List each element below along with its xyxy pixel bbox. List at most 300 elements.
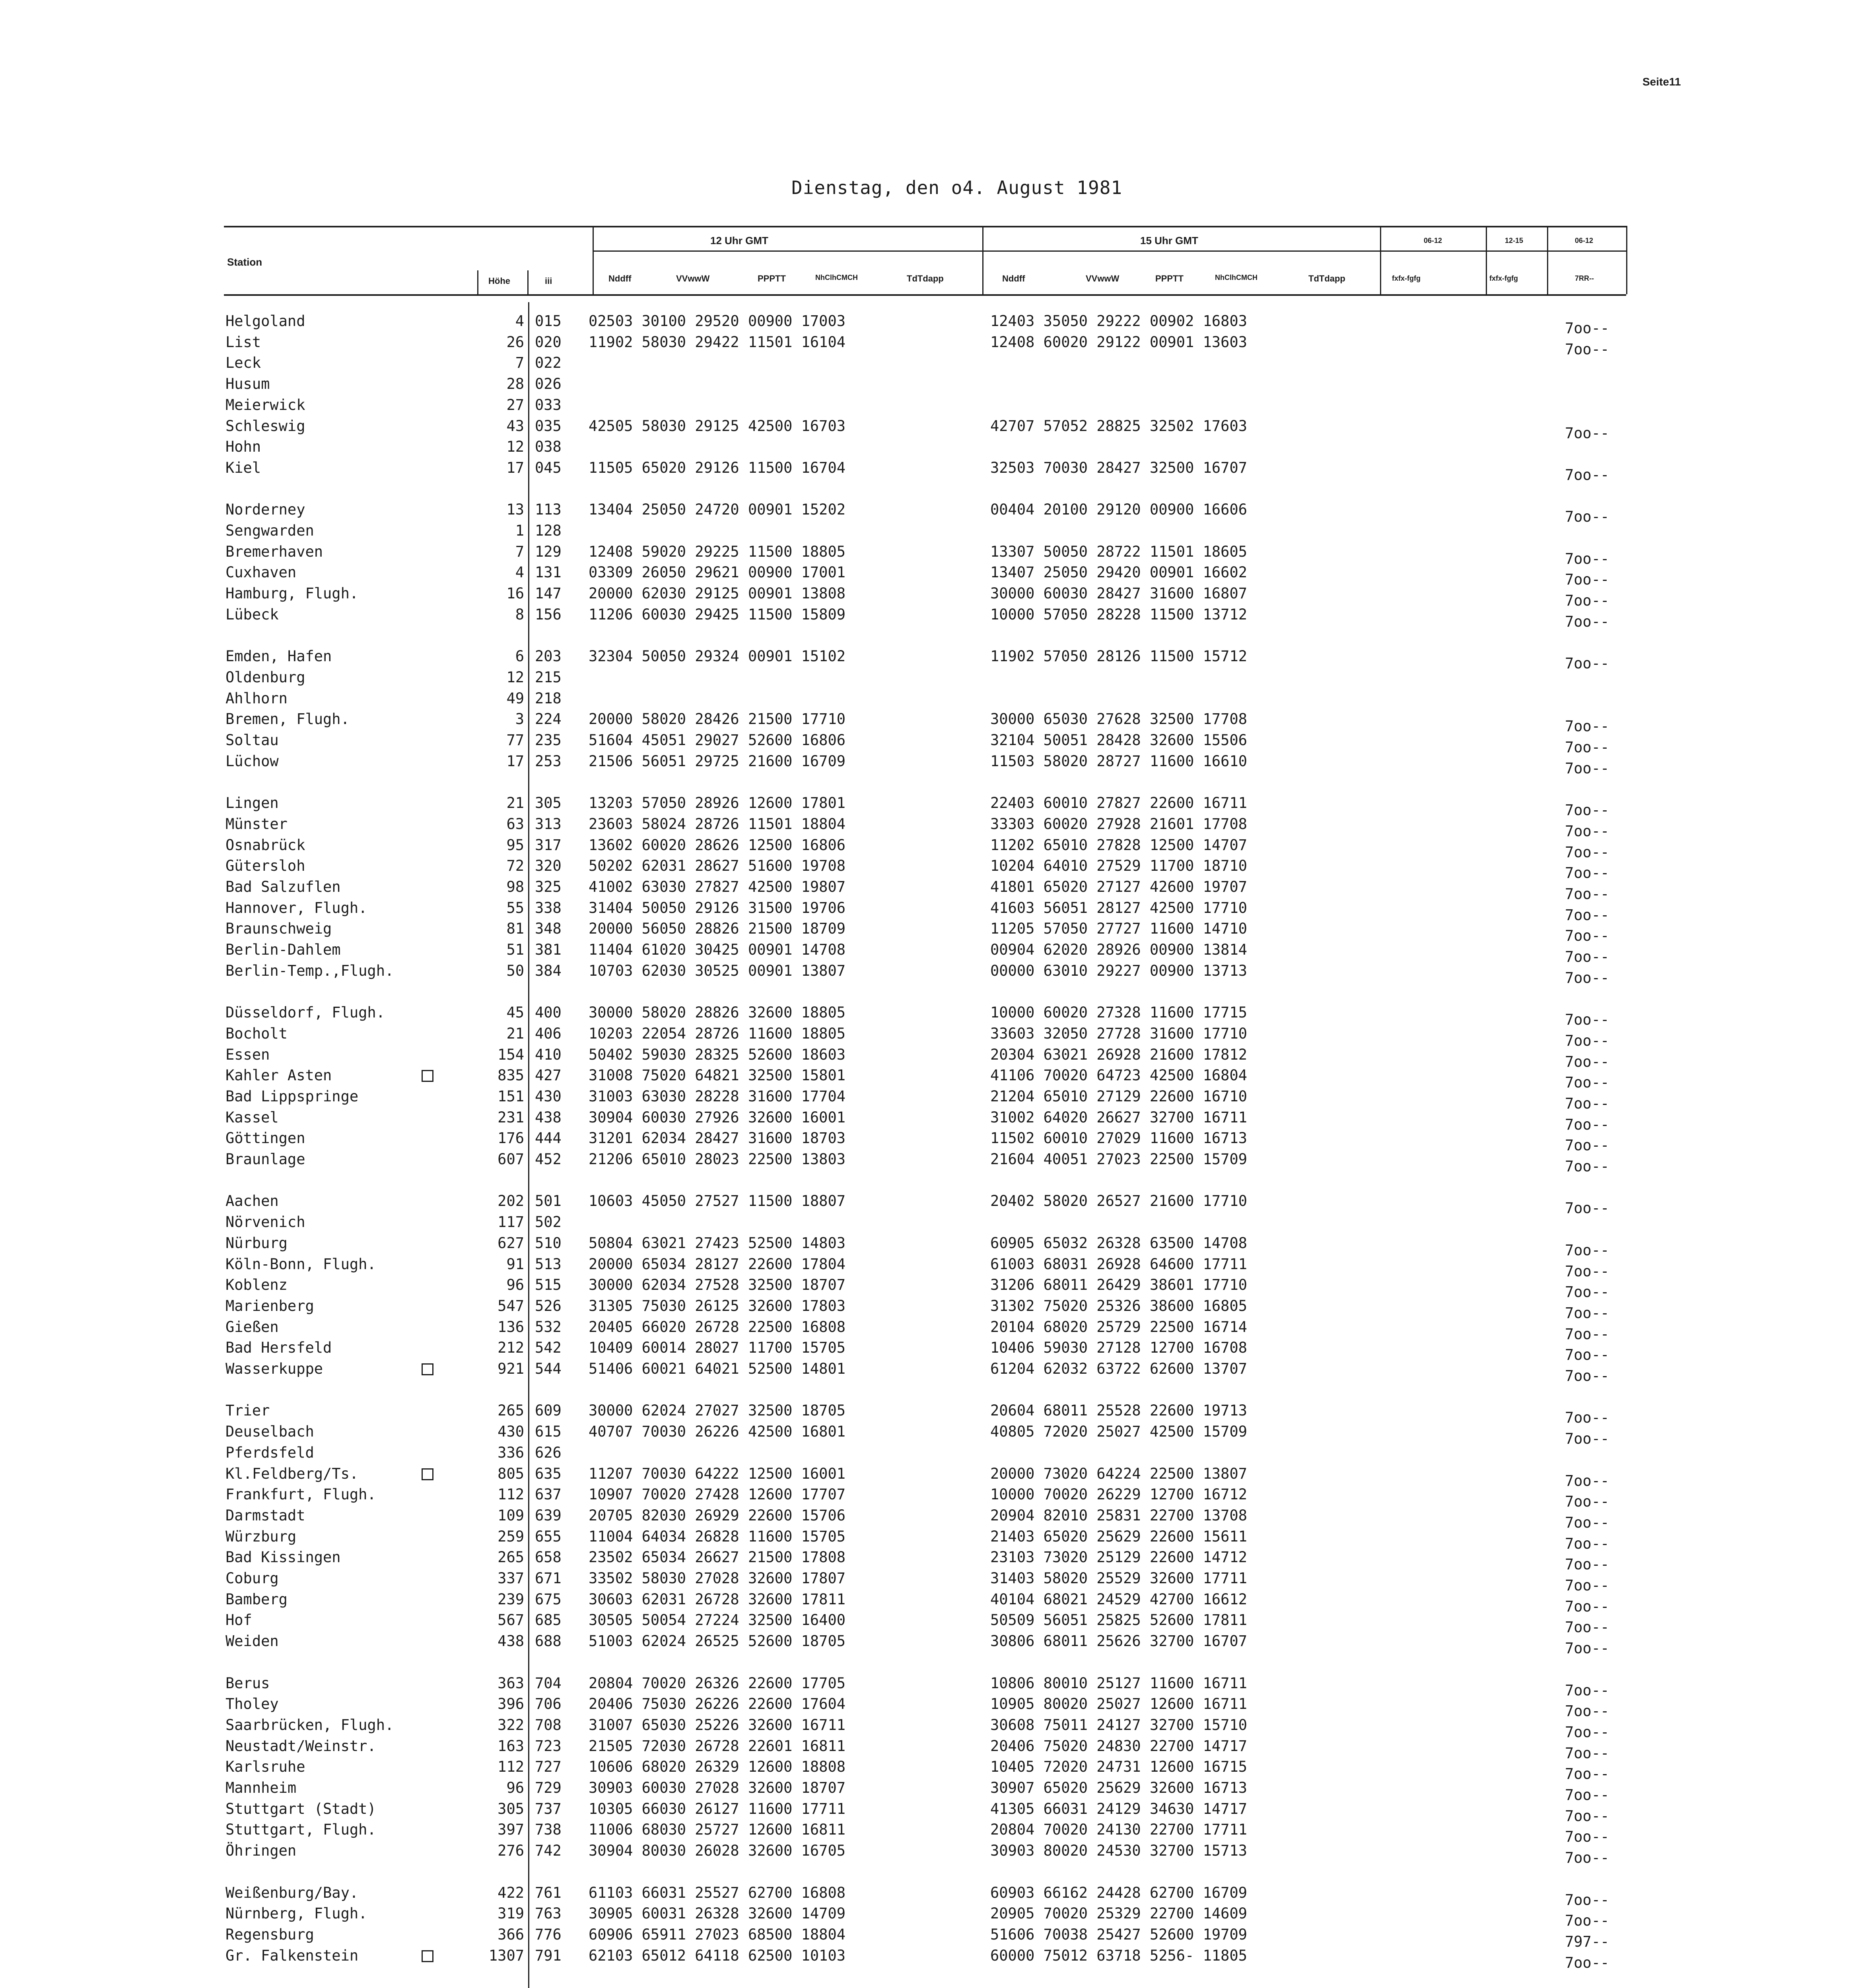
station-elevation: 202	[498, 1192, 524, 1210]
obs-12utc: 21506 56051 29725 21600 16709	[589, 752, 846, 770]
station-index: 129	[535, 543, 562, 560]
station-name: Husum	[225, 375, 270, 393]
station-name: Öhringen	[225, 1842, 297, 1860]
obs-12utc: 23603 58024 28726 11501 18804	[589, 815, 846, 833]
obs-15utc: 00000 63010 29227 00900 13713	[990, 962, 1248, 979]
station-elevation: 163	[498, 1737, 524, 1755]
station-elevation: 26	[506, 333, 524, 351]
precip-group: 7oo--	[1565, 1074, 1609, 1091]
obs-12utc: 11505 65020 29126 11500 16704	[589, 459, 846, 476]
obs-12utc: 30603 62031 26728 32600 17811	[589, 1590, 846, 1608]
obs-15utc: 60903 66162 24428 62700 16709	[990, 1884, 1248, 1901]
obs-12utc: 51406 60021 64021 52500 14801	[589, 1360, 846, 1377]
obs-12utc: 11207 70030 64222 12500 16001	[589, 1465, 846, 1482]
station-name: Weißenburg/Bay.	[225, 1884, 359, 1901]
precip-group: 7oo--	[1565, 1619, 1609, 1636]
station-elevation: 12	[506, 668, 524, 686]
station-name: Soltau	[225, 732, 279, 749]
obs-15utc: 00904 62020 28926 00900 13814	[990, 941, 1248, 958]
precip-group: 7oo--	[1565, 466, 1609, 483]
station-name: Gießen	[225, 1318, 279, 1336]
obs-12utc: 61103 66031 25527 62700 16808	[589, 1884, 846, 1901]
obs-15utc: 20304 63021 26928 21600 17812	[990, 1046, 1248, 1063]
obs-15utc: 10204 64010 27529 11700 18710	[990, 857, 1248, 875]
precip-group: 7oo--	[1565, 571, 1609, 588]
precip-group: 7oo--	[1565, 1262, 1609, 1280]
mountain-station-flag	[422, 1950, 433, 1962]
obs-12utc: 30905 60031 26328 32600 14709	[589, 1905, 846, 1922]
station-index: 615	[535, 1423, 562, 1441]
station-elevation: 337	[498, 1570, 524, 1587]
station-index: 791	[535, 1947, 562, 1964]
station-name: Saarbrücken, Flugh.	[225, 1716, 394, 1734]
station-elevation: 45	[506, 1004, 524, 1021]
obs-12utc: 33502 58030 27028 32600 17807	[589, 1570, 846, 1587]
station-elevation: 27	[506, 396, 524, 414]
precip-group: 7oo--	[1565, 1703, 1609, 1720]
obs-12utc: 30000 62034 27528 32500 18707	[589, 1276, 846, 1294]
obs-15utc: 20905 70020 25329 22700 14609	[990, 1905, 1248, 1922]
obs-15utc: 10405 72020 24731 12600 16715	[990, 1758, 1248, 1776]
station-elevation: 805	[498, 1465, 524, 1482]
station-elevation: 7	[515, 354, 524, 372]
precip-group: 7oo--	[1565, 948, 1609, 965]
station-name: Münster	[225, 815, 288, 833]
obs-12utc: 11404 61020 30425 00901 14708	[589, 941, 846, 958]
precip-group: 7oo--	[1565, 1535, 1609, 1552]
station-index: 532	[535, 1318, 562, 1336]
station-elevation: 7	[515, 543, 524, 560]
station-index: 685	[535, 1611, 562, 1629]
precip-group: 7oo--	[1565, 843, 1609, 861]
obs-12utc: 31007 65030 25226 32600 16711	[589, 1716, 846, 1734]
obs-15utc: 33303 60020 27928 21601 17708	[990, 815, 1248, 833]
station-index: 706	[535, 1695, 562, 1713]
station-name: Regensburg	[225, 1926, 314, 1943]
station-elevation: 4	[515, 564, 524, 581]
station-index: 637	[535, 1486, 562, 1503]
station-elevation: 176	[498, 1130, 524, 1147]
precip-group: 7oo--	[1565, 1137, 1609, 1154]
precip-group: 7oo--	[1565, 739, 1609, 756]
station-name: Stuttgart, Flugh.	[225, 1821, 376, 1839]
station-name: Schleswig	[225, 417, 305, 435]
obs-12utc: 11004 64034 26828 11600 15705	[589, 1528, 846, 1545]
obs-12utc: 30904 60030 27926 32600 16001	[589, 1109, 846, 1126]
right-top-3: 06-12	[1575, 237, 1594, 245]
obs-12utc: 31305 75030 26125 32600 17803	[589, 1297, 846, 1314]
station-index: 224	[535, 711, 562, 728]
obs-15utc: 11205 57050 27727 11600 14710	[990, 920, 1248, 938]
header-bottom-rule	[224, 294, 1626, 296]
station-index: 708	[535, 1716, 562, 1734]
precip-group: 7oo--	[1565, 864, 1609, 882]
station-name: Deuselbach	[225, 1423, 314, 1441]
precip-group: 7oo--	[1565, 424, 1609, 442]
precip-group: 7oo--	[1565, 1765, 1609, 1783]
precip-group: 7oo--	[1565, 1556, 1609, 1573]
precip-group: 7oo--	[1565, 1095, 1609, 1112]
station-elevation: 43	[506, 417, 524, 435]
obs-15utc: 42707 57052 28825 32502 17603	[990, 417, 1248, 435]
precip-group: 7oo--	[1565, 1430, 1609, 1448]
iii-header: iii	[545, 276, 552, 286]
obs-15utc: 11202 65010 27828 12500 14707	[990, 836, 1248, 854]
station-index: 235	[535, 732, 562, 749]
obs-15utc: 20406 75020 24830 22700 14717	[990, 1737, 1248, 1755]
station-index: 033	[535, 396, 562, 414]
station-name: Leck	[225, 354, 261, 372]
station-name: Gr. Falkenstein	[225, 1947, 359, 1964]
obs-15utc: 23103 73020 25129 22600 14712	[990, 1549, 1248, 1566]
precip-group: 7oo--	[1565, 1493, 1609, 1510]
station-name: Lübeck	[225, 606, 279, 623]
station-elevation: 109	[498, 1507, 524, 1524]
station-name: Gütersloh	[225, 857, 305, 875]
station-index: 325	[535, 878, 562, 895]
station-elevation: 96	[506, 1779, 524, 1796]
station-name: List	[225, 333, 261, 351]
station-elevation: 430	[498, 1423, 524, 1441]
station-elevation: 212	[498, 1339, 524, 1357]
station-elevation: 13	[506, 501, 524, 518]
header-divider	[982, 226, 983, 294]
station-index: 147	[535, 585, 562, 602]
page-number: Seite11	[1642, 76, 1681, 88]
precip-group: 7oo--	[1565, 655, 1609, 672]
date-line: Dienstag, den o4. August 1981	[791, 177, 1123, 198]
precip-group: 7oo--	[1565, 718, 1609, 735]
obs-12utc: 20000 58020 28426 21500 17710	[589, 711, 846, 728]
station-elevation: 96	[506, 1276, 524, 1294]
obs-12utc: 31404 50050 29126 31500 19706	[589, 899, 846, 916]
station-index: 501	[535, 1192, 562, 1210]
obs-15utc: 20804 70020 24130 22700 17711	[990, 1821, 1248, 1839]
precip-group: 7oo--	[1565, 1577, 1609, 1594]
obs-15utc: 50509 56051 25825 52600 17811	[990, 1611, 1248, 1629]
right-bottom-1: fxfx-fgfg	[1392, 274, 1421, 282]
obs-15utc: 13407 25050 29420 00901 16602	[990, 564, 1248, 581]
obs-15utc: 00404 20100 29120 00900 16606	[990, 501, 1248, 518]
station-elevation: 8	[515, 606, 524, 623]
obs-12utc: 10606 68020 26329 12600 18808	[589, 1758, 846, 1776]
obs-15utc: 10000 57050 28228 11500 13712	[990, 606, 1248, 623]
station-elevation: 98	[506, 878, 524, 895]
station-name: Weiden	[225, 1633, 279, 1650]
precip-group: 7oo--	[1565, 1723, 1609, 1741]
obs-15utc: 30907 65020 25629 32600 16713	[990, 1779, 1248, 1796]
precip-group: 7oo--	[1565, 927, 1609, 945]
obs-15utc: 60000 75012 63718 5256- 11805	[990, 1947, 1248, 1964]
station-name: Bad Salzuflen	[225, 878, 341, 895]
station-name: Bamberg	[225, 1590, 288, 1608]
station-name: Essen	[225, 1046, 270, 1063]
precip-group: 7oo--	[1565, 1346, 1609, 1364]
obs-15utc: 40805 72020 25027 42500 15709	[990, 1423, 1248, 1441]
precip-group: 7oo--	[1565, 1807, 1609, 1825]
station-elevation: 547	[498, 1297, 524, 1314]
station-elevation: 50	[506, 962, 524, 979]
station-elevation: 4	[515, 313, 524, 330]
header-divider	[1380, 226, 1381, 294]
precip-group: 7oo--	[1565, 1367, 1609, 1384]
station-name: Kassel	[225, 1109, 279, 1126]
station-index: 305	[535, 794, 562, 812]
precip-group: 7oo--	[1565, 759, 1609, 777]
station-elevation: 16	[506, 585, 524, 602]
obs-12utc: 31201 62034 28427 31600 18703	[589, 1130, 846, 1147]
obs-15utc: 61204 62032 63722 62600 13707	[990, 1360, 1248, 1377]
obs-15utc: 33603 32050 27728 31600 17710	[990, 1025, 1248, 1042]
station-name: Darmstadt	[225, 1507, 305, 1524]
station-elevation: 17	[506, 459, 524, 476]
station-elevation: 627	[498, 1234, 524, 1252]
header-divider	[1547, 226, 1548, 294]
obs-12utc: 10305 66030 26127 11600 17711	[589, 1800, 846, 1817]
obs-12utc: 31008 75020 64821 32500 15801	[589, 1067, 846, 1084]
station-index: 215	[535, 668, 562, 686]
station-name: Mannheim	[225, 1779, 297, 1796]
station-index: 675	[535, 1590, 562, 1608]
station-elevation: 239	[498, 1590, 524, 1608]
station-index: 742	[535, 1842, 562, 1860]
station-index: 410	[535, 1046, 562, 1063]
station-index: 400	[535, 1004, 562, 1021]
precip-group: 7oo--	[1565, 1681, 1609, 1699]
obs-12utc: 03309 26050 29621 00900 17001	[589, 564, 846, 581]
obs-12utc: 42505 58030 29125 42500 16703	[589, 417, 846, 435]
obs-15utc: 12403 35050 29222 00902 16803	[990, 313, 1248, 330]
col12-nddff: Nddff	[608, 274, 632, 283]
precip-group: 7oo--	[1565, 320, 1609, 337]
station-name: Kahler Asten	[225, 1067, 332, 1084]
station-elevation: 49	[506, 689, 524, 707]
obs-15utc: 11502 60010 27029 11600 16713	[990, 1130, 1248, 1147]
station-name: Hof	[225, 1611, 252, 1629]
precip-group: 7oo--	[1565, 1200, 1609, 1217]
precip-group: 7oo--	[1565, 1011, 1609, 1029]
header-divider	[527, 270, 529, 294]
col15-dewpoint: TdTdapp	[1308, 274, 1345, 283]
obs-15utc: 32503 70030 28427 32500 16707	[990, 459, 1248, 476]
obs-12utc: 20000 56050 28826 21500 18709	[589, 920, 846, 938]
precip-group: 7oo--	[1565, 340, 1609, 358]
obs-12utc: 40707 70030 26226 42500 16801	[589, 1423, 846, 1441]
station-index: 510	[535, 1234, 562, 1252]
precip-group: 7oo--	[1565, 1954, 1609, 1971]
obs-15utc: 20904 82010 25831 22700 13708	[990, 1507, 1248, 1524]
station-index: 502	[535, 1213, 562, 1231]
obs-15utc: 31302 75020 25326 38600 16805	[990, 1297, 1248, 1314]
station-index: 035	[535, 417, 562, 435]
header-mid-rule	[593, 250, 1380, 252]
station-name: Karlsruhe	[225, 1758, 305, 1776]
station-index: 671	[535, 1570, 562, 1587]
obs-15utc: 12408 60020 29122 00901 13603	[990, 333, 1248, 351]
station-elevation: 17	[506, 752, 524, 770]
station-name: Hannover, Flugh.	[225, 899, 367, 916]
obs-15utc: 11503 58020 28727 11600 16610	[990, 752, 1248, 770]
station-index: 026	[535, 375, 562, 393]
obs-12utc: 20000 65034 28127 22600 17804	[589, 1255, 846, 1273]
station-elevation: 136	[498, 1318, 524, 1336]
precip-group: 7oo--	[1565, 1283, 1609, 1301]
precip-group: 7oo--	[1565, 592, 1609, 610]
station-elevation: 151	[498, 1087, 524, 1105]
hoehe-column-rule	[528, 302, 529, 1988]
station-elevation: 422	[498, 1884, 524, 1901]
precip-group: 7oo--	[1565, 1325, 1609, 1343]
precip-group: 7oo--	[1565, 508, 1609, 526]
obs-15utc: 10406 59030 27128 12700 16708	[990, 1339, 1248, 1357]
obs-15utc: 21604 40051 27023 22500 15709	[990, 1151, 1248, 1168]
header-top-rule	[224, 226, 1626, 227]
obs-12utc: 60906 65911 27023 68500 18804	[589, 1926, 846, 1943]
station-header: Station	[227, 256, 262, 268]
obs-12utc: 21206 65010 28023 22500 13803	[589, 1151, 846, 1168]
precip-group: 7oo--	[1565, 1158, 1609, 1175]
station-name: Nürnberg, Flugh.	[225, 1905, 367, 1922]
precip-group: 7oo--	[1565, 906, 1609, 924]
precip-group: 7oo--	[1565, 1828, 1609, 1846]
obs-15utc: 20104 68020 25729 22500 16714	[990, 1318, 1248, 1336]
station-index: 639	[535, 1507, 562, 1524]
station-name: Meierwick	[225, 396, 305, 414]
station-index: 452	[535, 1151, 562, 1168]
station-name: Frankfurt, Flugh.	[225, 1486, 376, 1503]
header-divider	[477, 270, 478, 294]
obs-15utc: 21204 65010 27129 22600 16710	[990, 1087, 1248, 1105]
station-name: Neustadt/Weinstr.	[225, 1737, 376, 1755]
station-name: Tholey	[225, 1695, 279, 1713]
station-index: 738	[535, 1821, 562, 1839]
station-elevation: 72	[506, 857, 524, 875]
station-name: Marienberg	[225, 1297, 314, 1314]
station-name: Lüchow	[225, 752, 279, 770]
station-name: Kl.Feldberg/Ts.	[225, 1465, 359, 1482]
station-name: Bocholt	[225, 1025, 288, 1042]
station-index: 430	[535, 1087, 562, 1105]
obs-15utc: 13307 50050 28722 11501 18605	[990, 543, 1248, 560]
station-elevation: 567	[498, 1611, 524, 1629]
obs-12utc: 13404 25050 24720 00901 15202	[589, 501, 846, 518]
station-elevation: 51	[506, 941, 524, 958]
obs-15utc: 40104 68021 24529 42700 16612	[990, 1590, 1248, 1608]
station-index: 444	[535, 1130, 562, 1147]
station-index: 348	[535, 920, 562, 938]
obs-15utc: 30806 68011 25626 32700 16707	[990, 1633, 1248, 1650]
station-index: 704	[535, 1674, 562, 1692]
station-elevation: 112	[498, 1486, 524, 1503]
station-elevation: 12	[506, 438, 524, 456]
obs-15utc: 20000 73020 64224 22500 13807	[990, 1465, 1248, 1482]
station-elevation: 77	[506, 732, 524, 749]
precip-group: 7oo--	[1565, 969, 1609, 986]
header-divider	[593, 226, 594, 294]
obs-15utc: 30903 80020 24530 32700 15713	[990, 1842, 1248, 1860]
station-index: 626	[535, 1444, 562, 1461]
station-index: 526	[535, 1297, 562, 1314]
obs-12utc: 50202 62031 28627 51600 19708	[589, 857, 846, 875]
obs-12utc: 30505 50054 27224 32500 16400	[589, 1611, 846, 1629]
station-elevation: 835	[498, 1067, 524, 1084]
station-index: 609	[535, 1402, 562, 1419]
hoehe-header: Höhe	[488, 276, 510, 286]
station-name: Göttingen	[225, 1130, 305, 1147]
obs-12utc: 20705 82030 26929 22600 15706	[589, 1507, 846, 1524]
station-elevation: 231	[498, 1109, 524, 1126]
right-top-2: 12-15	[1505, 237, 1524, 245]
station-index: 658	[535, 1549, 562, 1566]
station-index: 381	[535, 941, 562, 958]
station-index: 723	[535, 1737, 562, 1755]
obs-12utc: 20405 66020 26728 22500 16808	[589, 1318, 846, 1336]
station-name: Oldenburg	[225, 668, 305, 686]
col15-vvwww: VVwwW	[1086, 274, 1119, 283]
obs-12utc: 20406 75030 26226 22600 17604	[589, 1695, 846, 1713]
obs-15utc: 11902 57050 28126 11500 15712	[990, 648, 1248, 665]
station-index: 655	[535, 1528, 562, 1545]
station-index: 515	[535, 1276, 562, 1294]
station-index: 203	[535, 648, 562, 665]
obs-15utc: 10905 80020 25027 12600 16711	[990, 1695, 1248, 1713]
station-name: Braunschweig	[225, 920, 332, 938]
station-index: 513	[535, 1255, 562, 1273]
obs-12utc: 51604 45051 29027 52600 16806	[589, 732, 846, 749]
station-index: 763	[535, 1905, 562, 1922]
precip-group: 7oo--	[1565, 1640, 1609, 1657]
precip-group: 7oo--	[1565, 550, 1609, 567]
station-index: 317	[535, 836, 562, 854]
station-index: 635	[535, 1465, 562, 1482]
station-elevation: 921	[498, 1360, 524, 1377]
station-elevation: 81	[506, 920, 524, 938]
precip-group: 7oo--	[1565, 1053, 1609, 1070]
col12-clouds: NhClhCMCH	[815, 274, 858, 282]
obs-12utc: 11006 68030 25727 12600 16811	[589, 1821, 846, 1839]
precip-group: 7oo--	[1565, 802, 1609, 819]
obs-15utc: 51606 70038 25427 52600 19709	[990, 1926, 1248, 1943]
station-index: 688	[535, 1633, 562, 1650]
station-name: Hamburg, Flugh.	[225, 585, 359, 602]
station-elevation: 438	[498, 1633, 524, 1650]
obs-12utc: 30000 62024 27027 32500 18705	[589, 1402, 846, 1419]
precip-group: 7oo--	[1565, 1598, 1609, 1615]
station-name: Coburg	[225, 1570, 279, 1587]
precip-group: 7oo--	[1565, 1032, 1609, 1049]
obs-15utc: 41106 70020 64723 42500 16804	[990, 1067, 1248, 1084]
station-name: Bremen, Flugh.	[225, 711, 350, 728]
col12-ppptt: PPPTT	[758, 274, 786, 283]
station-elevation: 319	[498, 1905, 524, 1922]
station-elevation: 6	[515, 648, 524, 665]
obs-15utc: 10806 80010 25127 11600 16711	[990, 1674, 1248, 1692]
obs-12utc: 23502 65034 26627 21500 17808	[589, 1549, 846, 1566]
station-elevation: 363	[498, 1674, 524, 1692]
obs-12utc: 10203 22054 28726 11600 18805	[589, 1025, 846, 1042]
obs-15utc: 20604 68011 25528 22600 19713	[990, 1402, 1248, 1419]
obs-15utc: 61003 68031 26928 64600 17711	[990, 1255, 1248, 1273]
station-elevation: 366	[498, 1926, 524, 1943]
precip-group: 7oo--	[1565, 1241, 1609, 1259]
obs-15utc: 32104 50051 28428 32600 15506	[990, 732, 1248, 749]
obs-12utc: 20000 62030 29125 00901 13808	[589, 585, 846, 602]
station-name: Aachen	[225, 1192, 279, 1210]
obs-12utc: 13602 60020 28626 12500 16806	[589, 836, 846, 854]
station-name: Hohn	[225, 438, 261, 456]
station-index: 038	[535, 438, 562, 456]
obs-12utc: 02503 30100 29520 00900 17003	[589, 313, 846, 330]
